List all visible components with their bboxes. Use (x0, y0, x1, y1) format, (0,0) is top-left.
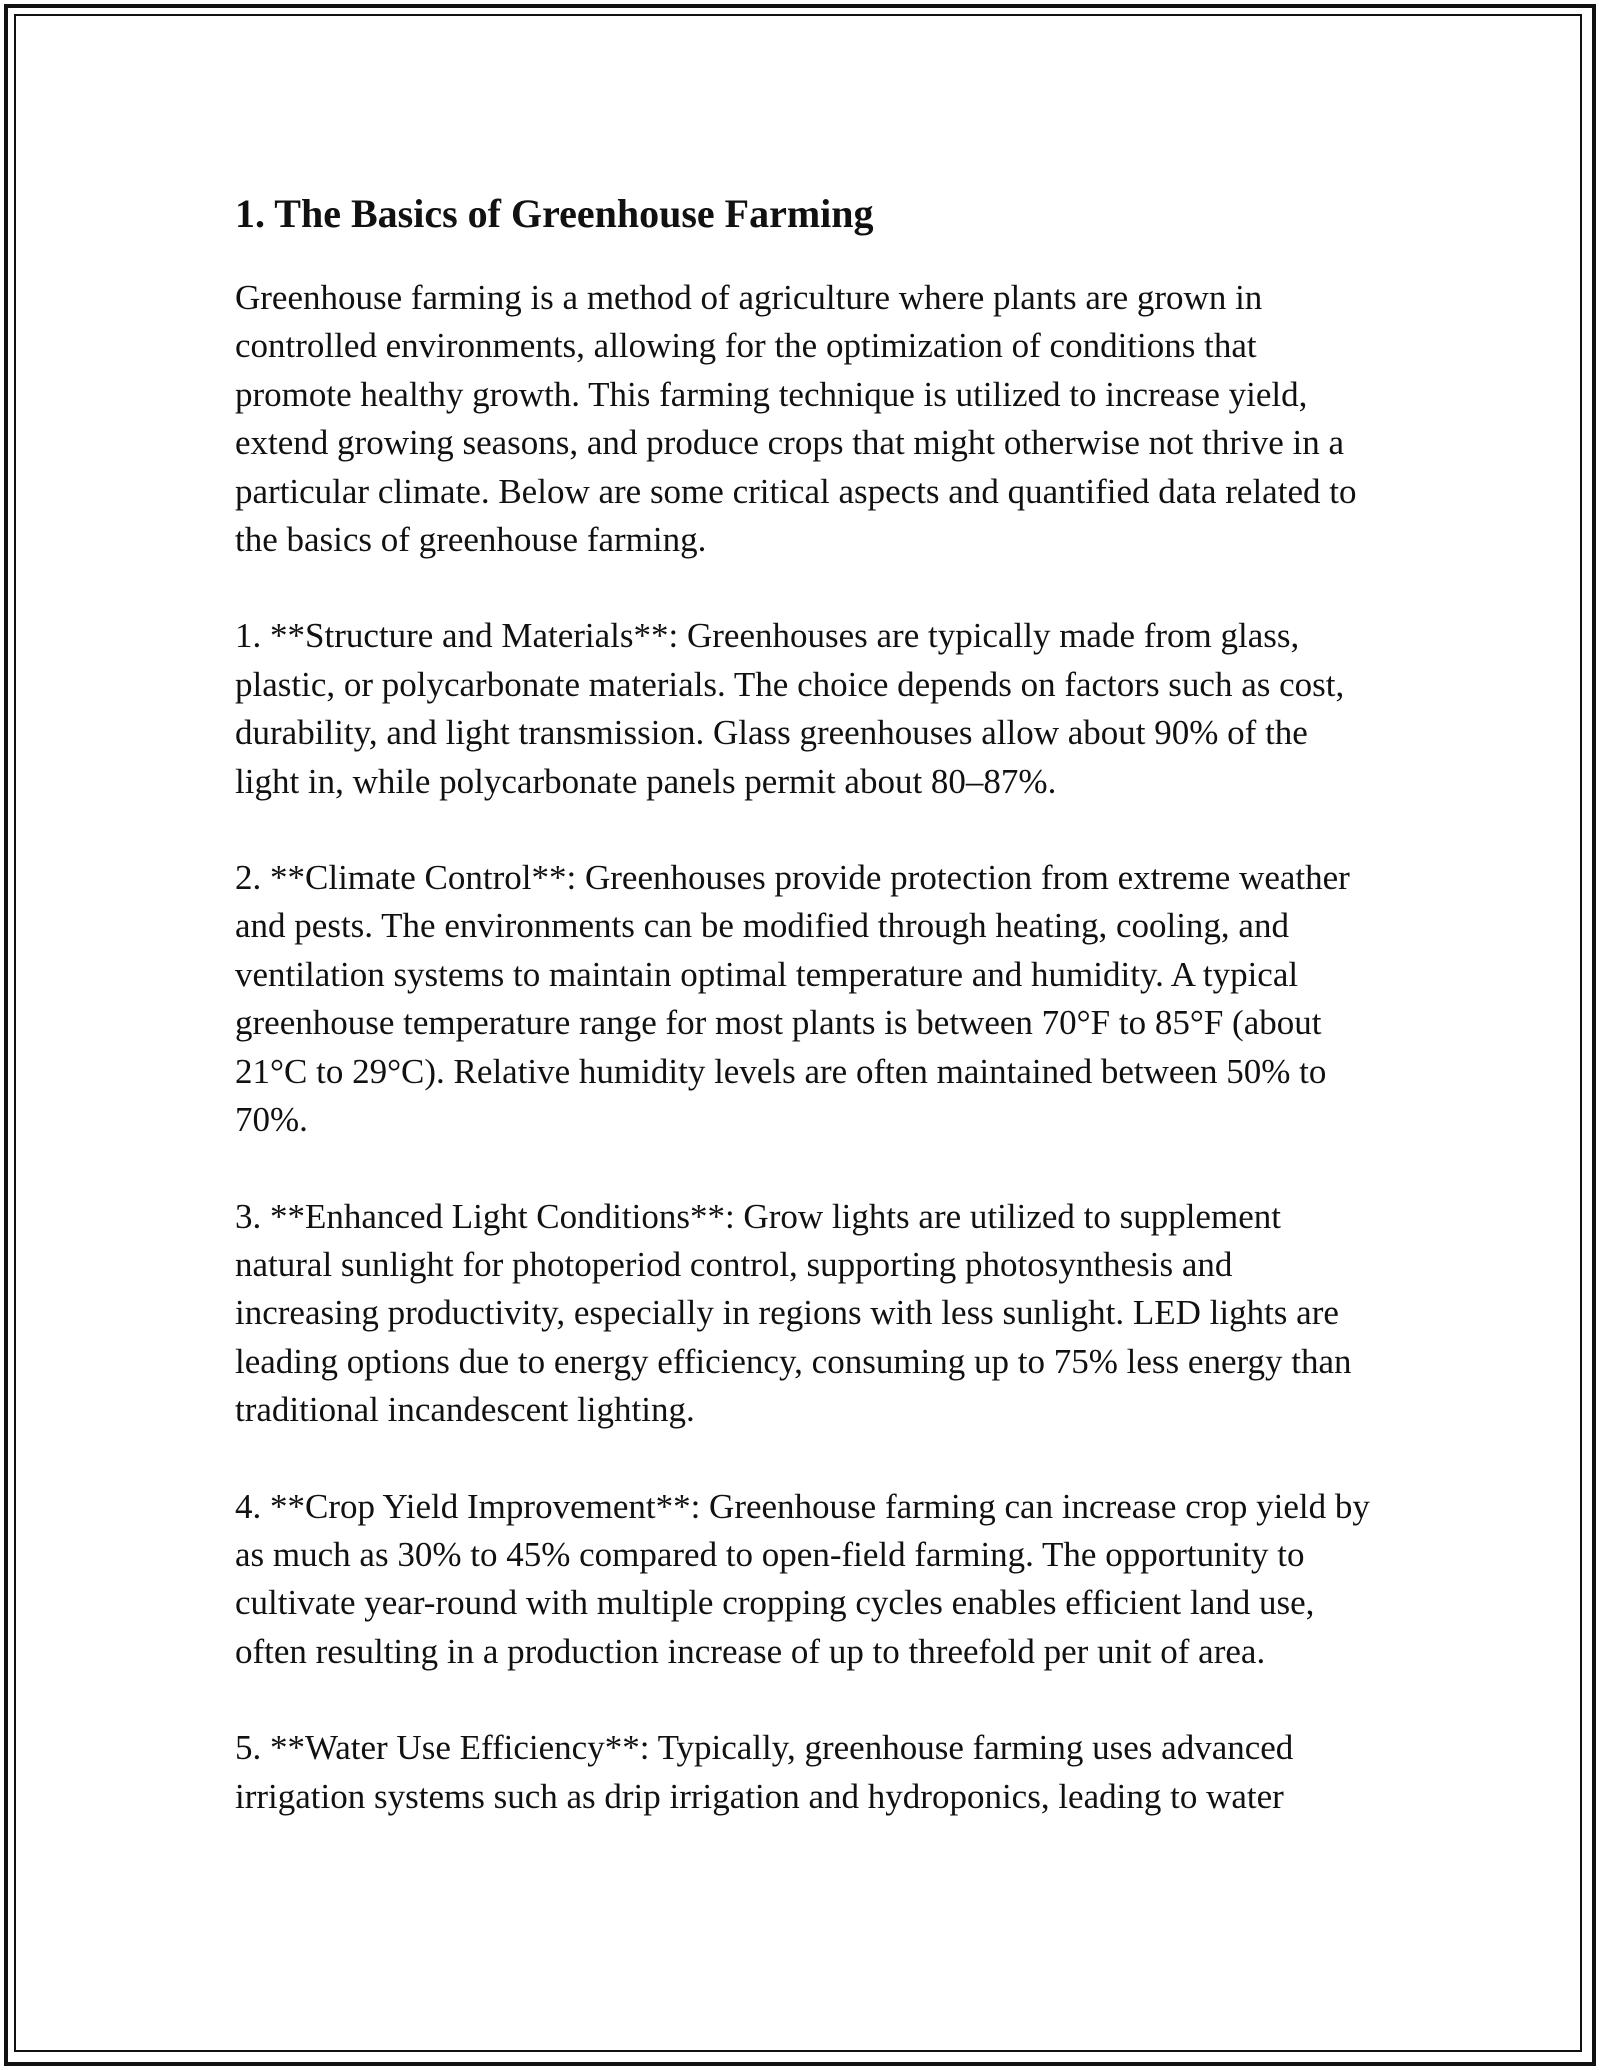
paragraph-climate-control: 2. **Climate Control**: Greenhouses provide protection from extreme weather and pests. The environments can be modified through heating, cooling, and ventilation systems to maintain optimal temperature and humidity. A typical greenhouse temperature range for most plants is between 70°F to 85°F (about 21°C to 29°C). Relative humidity levels are often maintained between 50% to 70%. (235, 858, 1350, 1140)
paragraph-structure-materials: 1. **Structure and Materials**: Greenhouses are typically made from glass, plastic, or polycarbonate materials. The choice depends on factors such as cost, durability, and light transmission. Glass greenhouses allow about 90% of the light in, while polycarbonate panels permit about 80–87%. (235, 616, 1345, 801)
document-body (235, 188, 1375, 1869)
intro-paragraph: Greenhouse farming is a method of agriculture where plants are grown in controlled environments, allowing for the optimization of conditions that promote healthy growth. This farming technique is utilized to increase yield, extend growing seasons, and produce crops that might otherwise not thrive in a particular climate. Below are some critical aspects and quantified data related to the basics of greenhouse farming. (235, 278, 1357, 560)
paragraph-water-use: 5. **Water Use Efficiency**: Typically, greenhouse farming uses advanced irrigation systems such as drip irrigation and hydroponics, leading to water (235, 1728, 1294, 1816)
paragraph-crop-yield: 4. **Crop Yield Improvement**: Greenhouse farming can increase crop yield by as much as 30% to 45% compared to open-field farming. The opportunity to cultivate year-round with multiple cropping cycles enables efficient land use, often resulting in a production increase of up to threefold per unit of area. (235, 1486, 1370, 1671)
section-heading: 1. The Basics of Greenhouse Farming (235, 191, 874, 236)
paragraph-light-conditions: 3. **Enhanced Light Conditions**: Grow lights are utilized to supplement natural sunlight for photoperiod control, supporting photosynthesis and increasing productivity, especially in regions with less sunlight. LED lights are leading options due to energy efficiency, consuming up to 75% less energy than traditional incandescent lighting. (235, 1196, 1352, 1430)
